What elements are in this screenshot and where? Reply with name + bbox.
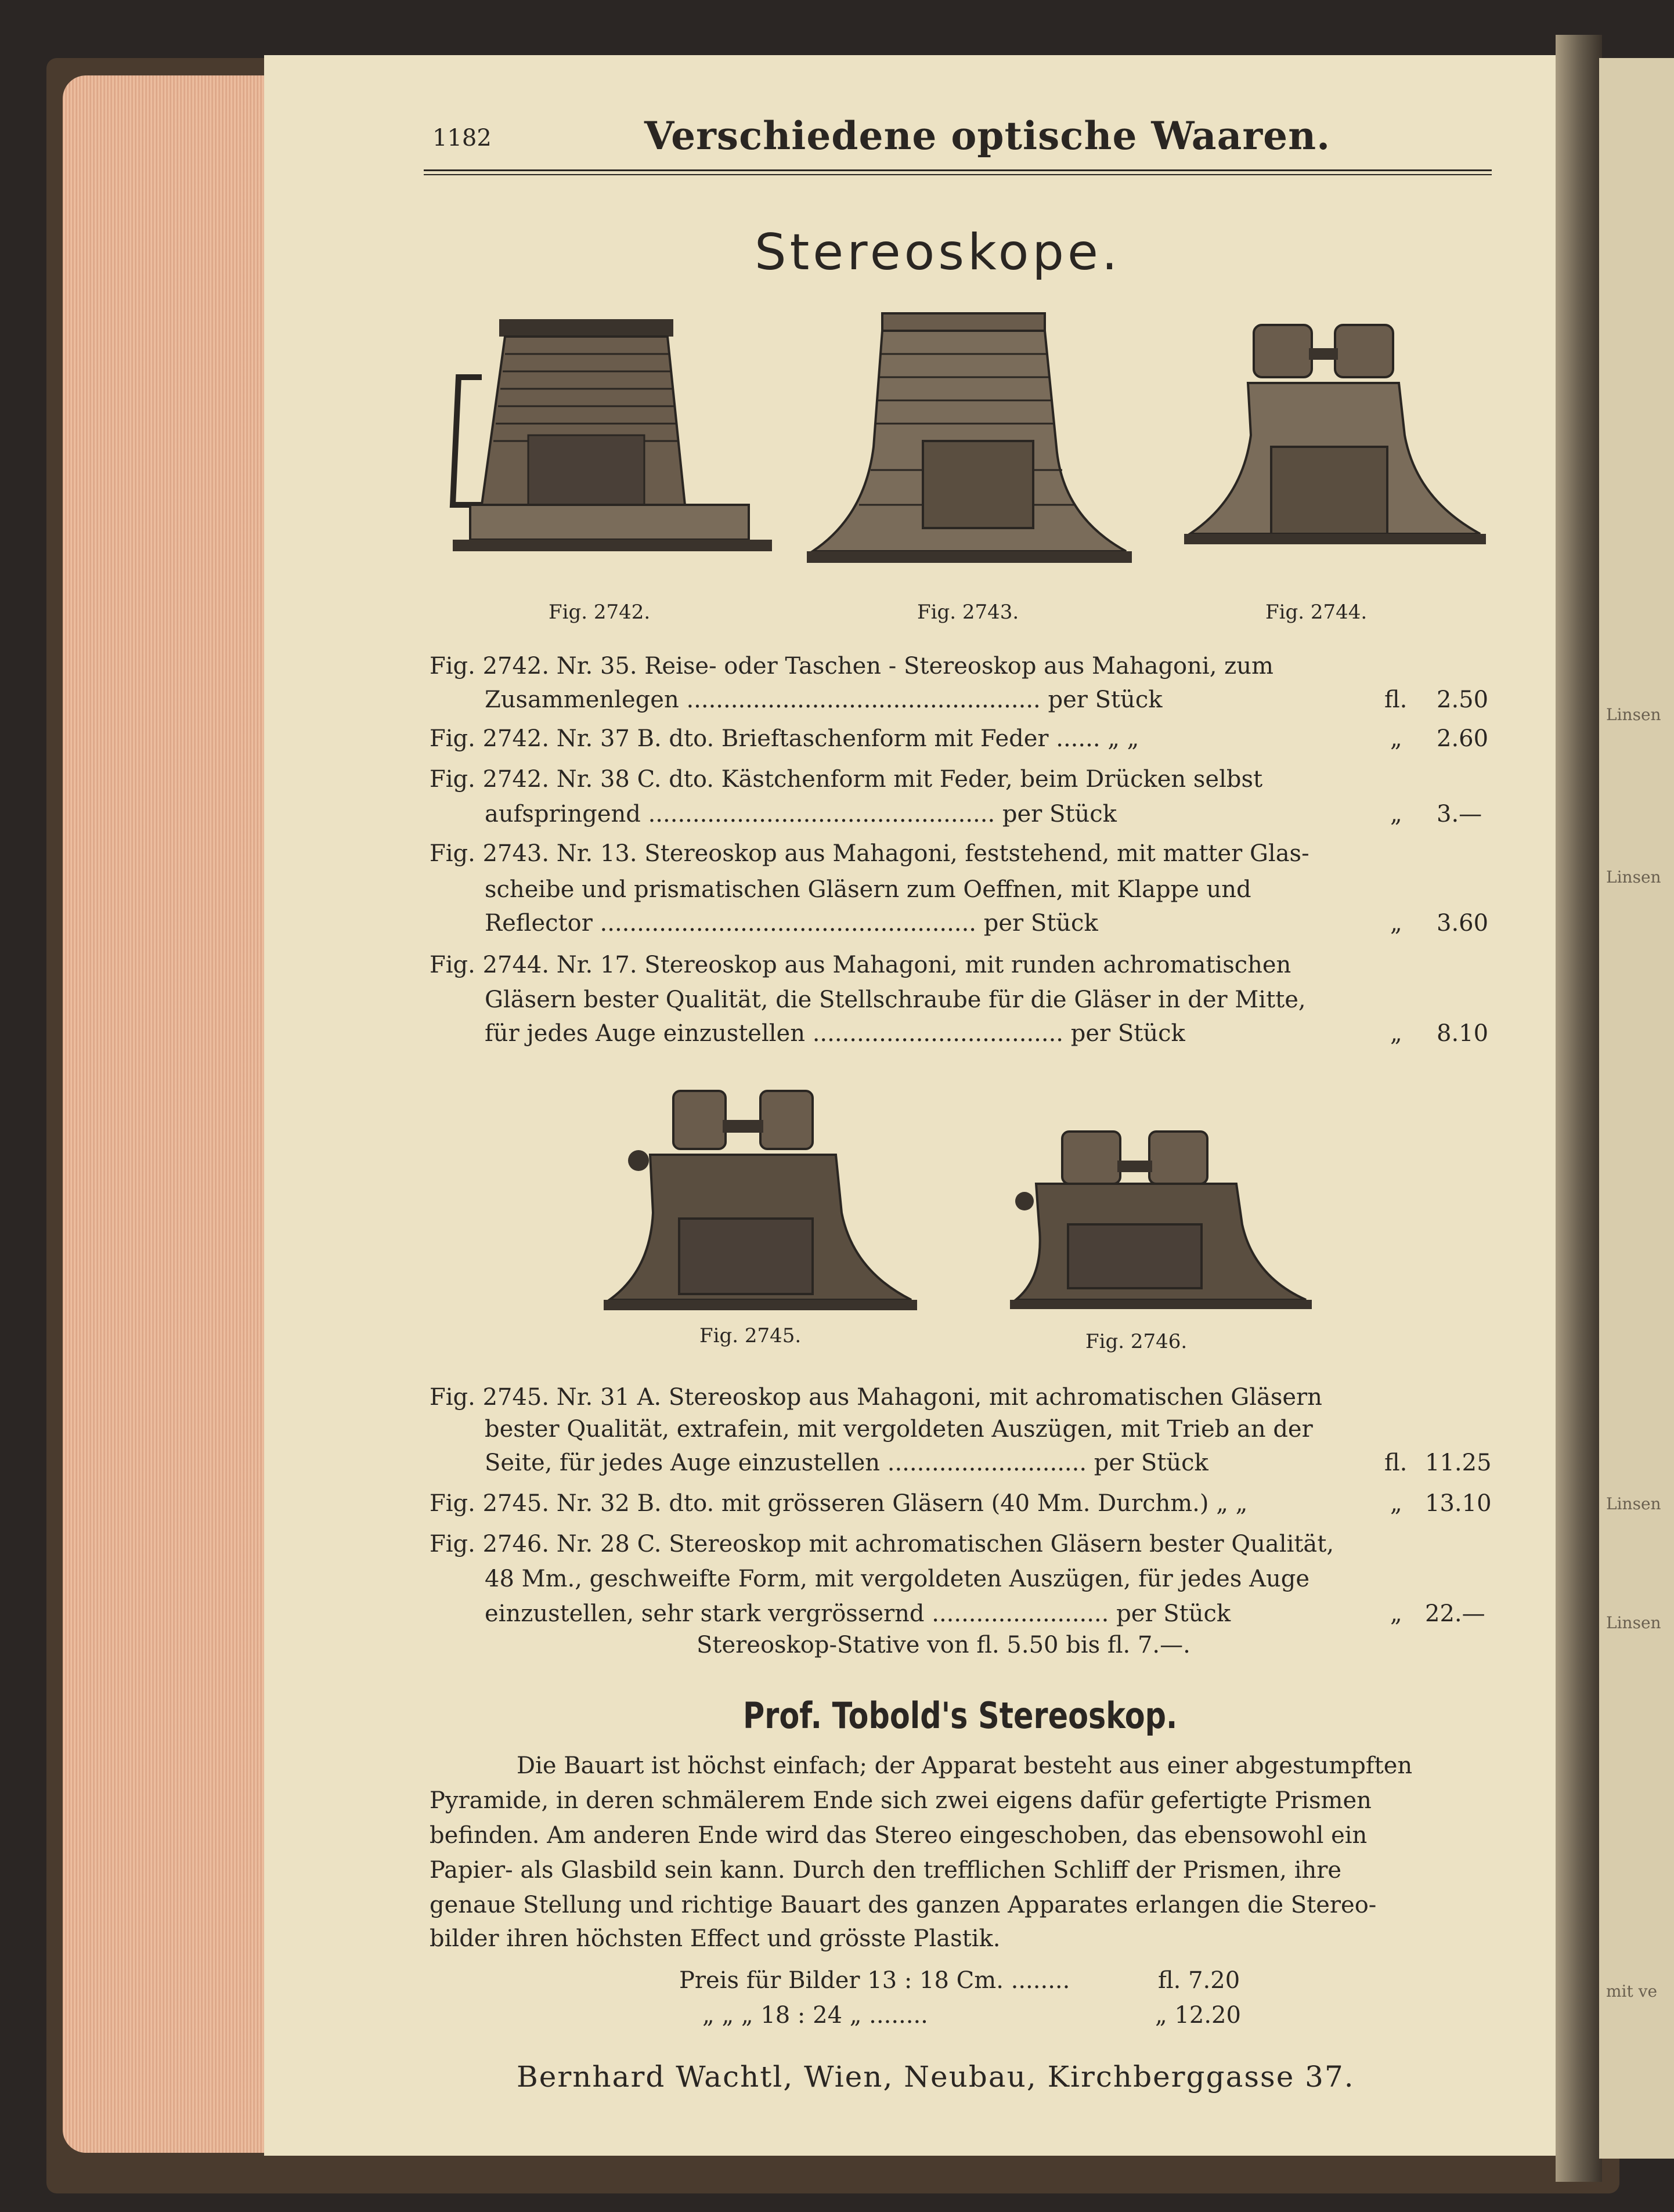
price-value: fl. 7.20 — [1158, 1967, 1240, 1994]
book-gutter — [1556, 35, 1602, 2182]
price-currency: „ — [1390, 801, 1402, 827]
entry-line: Zusammenlegen ................................................ per Stück — [485, 686, 1163, 713]
next-page-fragment: Linsen — [1606, 1613, 1661, 1632]
price-label: Preis für Bilder 13 : 18 Cm. ........ — [679, 1967, 1070, 1994]
entry-line: einzustellen, sehr stark vergrössernd ........................ per Stück — [485, 1600, 1231, 1627]
entry-line: Gläsern bester Qualität, die Stellschraube für die Gläser in der Mitte, — [485, 986, 1306, 1013]
paragraph-line: genaue Stellung und richtige Bauart des ganzen Apparates erlangen die Stereo- — [430, 1892, 1377, 1918]
stative-line: Stereoskop-Stative von fl. 5.50 bis fl. 7.—. — [697, 1632, 1190, 1658]
entry-line: bester Qualität, extrafein, mit vergoldeten Auszügen, mit Trieb an der — [485, 1416, 1313, 1443]
page-edges — [63, 75, 283, 2153]
price-currency: „ — [1390, 1600, 1402, 1627]
entry-line: aufspringend ............................................... per Stück — [485, 801, 1117, 827]
price-currency: „ — [1390, 1490, 1402, 1517]
entry-line: Fig. 2745. Nr. 31 A. Stereoskop aus Mahagoni, mit achromatischen Gläsern — [430, 1384, 1322, 1411]
paragraph-line: Die Bauart ist höchst einfach; der Apparat besteht aus einer abgestumpften — [517, 1752, 1413, 1779]
price-currency: „ — [1390, 1020, 1402, 1047]
header-rule — [424, 174, 1492, 175]
figure-caption: Fig. 2744. — [1265, 601, 1368, 624]
stereoscope-illustration-2744 — [1184, 313, 1486, 569]
price-currency: fl. — [1384, 1450, 1408, 1476]
stereoscope-illustration-2745 — [604, 1085, 917, 1323]
entry-line: 48 Mm., geschweifte Form, mit vergoldeten Auszügen, für jedes Auge — [485, 1566, 1309, 1592]
next-page-fragment: mit ve — [1606, 1982, 1658, 2001]
price-currency: „ — [1390, 725, 1402, 752]
figure-caption: Fig. 2746. — [1085, 1330, 1188, 1353]
stereoscope-illustration-2746 — [1010, 1120, 1312, 1329]
figure-caption: Fig. 2745. — [699, 1324, 802, 1347]
entry-line: Reflector ................................................... per Stück — [485, 910, 1098, 937]
entry-line: Fig. 2742. Nr. 37 B. dto. Brieftaschenform mit Feder ...... „ „ — [430, 725, 1139, 752]
next-page-fragment: Linsen — [1606, 705, 1661, 724]
paragraph-line: Papier- als Glasbild sein kann. Durch den trefflichen Schliff der Prismen, ihre — [430, 1857, 1342, 1884]
price-value: 8.10 — [1437, 1020, 1489, 1047]
paragraph-line: bilder ihren höchsten Effect und grösste Plastik. — [430, 1925, 1001, 1952]
stereoscope-illustration-2742 — [447, 313, 772, 574]
price-label: „ „ „ 18 : 24 „ ........ — [702, 2002, 928, 2029]
price-value: „ 12.20 — [1155, 2002, 1241, 2029]
entry-line: Fig. 2742. Nr. 35. Reise- oder Taschen - Stereoskop aus Mahagoni, zum — [430, 653, 1273, 679]
running-title: Verschiedene optische Waaren. — [644, 113, 1331, 158]
price-value: 3.— — [1437, 801, 1482, 827]
figure-caption: Fig. 2743. — [917, 601, 1019, 624]
price-value: 2.50 — [1437, 686, 1489, 713]
entry-line: Fig. 2742. Nr. 38 C. dto. Kästchenform mit Feder, beim Drücken selbst — [430, 766, 1263, 793]
next-page-strip — [1599, 58, 1674, 2159]
stereoscope-illustration-2743 — [801, 308, 1138, 574]
header-rule — [424, 169, 1492, 171]
price-value: 11.25 — [1425, 1450, 1492, 1476]
price-value: 2.60 — [1437, 725, 1489, 752]
figure-caption: Fig. 2742. — [549, 601, 651, 624]
entry-line: Seite, für jedes Auge einzustellen ........................... per Stück — [485, 1450, 1208, 1476]
footer-imprint: Bernhard Wachtl, Wien, Neubau, Kirchberggasse 37. — [517, 2060, 1355, 2094]
price-value: 13.10 — [1425, 1490, 1492, 1517]
entry-line: Fig. 2746. Nr. 28 C. Stereoskop mit achromatischen Gläsern bester Qualität, — [430, 1531, 1334, 1557]
price-currency: fl. — [1384, 686, 1408, 713]
entry-line: Fig. 2744. Nr. 17. Stereoskop aus Mahagoni, mit runden achromatischen — [430, 952, 1291, 978]
entry-line: Fig. 2743. Nr. 13. Stereoskop aus Mahagoni, feststehend, mit matter Glas- — [430, 840, 1309, 867]
entry-line: scheibe und prismatischen Gläsern zum Oeffnen, mit Klappe und — [485, 876, 1251, 903]
entry-line: für jedes Auge einzustellen .................................. per Stück — [485, 1020, 1185, 1047]
entry-line: Fig. 2745. Nr. 32 B. dto. mit grösseren Gläsern (40 Mm. Durchm.) „ „ — [430, 1490, 1248, 1517]
paragraph-line: Pyramide, in deren schmälerem Ende sich zwei eigens dafür gefertigte Prismen — [430, 1787, 1372, 1814]
next-page-fragment: Linsen — [1606, 1494, 1661, 1513]
section-subtitle: Prof. Tobold's Stereoskop. — [743, 1694, 1178, 1737]
page-number: 1182 — [432, 125, 492, 151]
price-value: 3.60 — [1437, 910, 1489, 937]
next-page-fragment: Linsen — [1606, 868, 1661, 887]
price-value: 22.— — [1425, 1600, 1485, 1627]
page-title: Stereoskope. — [755, 223, 1121, 281]
paragraph-line: befinden. Am anderen Ende wird das Stereo eingeschoben, das ebensowohl ein — [430, 1822, 1368, 1849]
price-currency: „ — [1390, 910, 1402, 937]
